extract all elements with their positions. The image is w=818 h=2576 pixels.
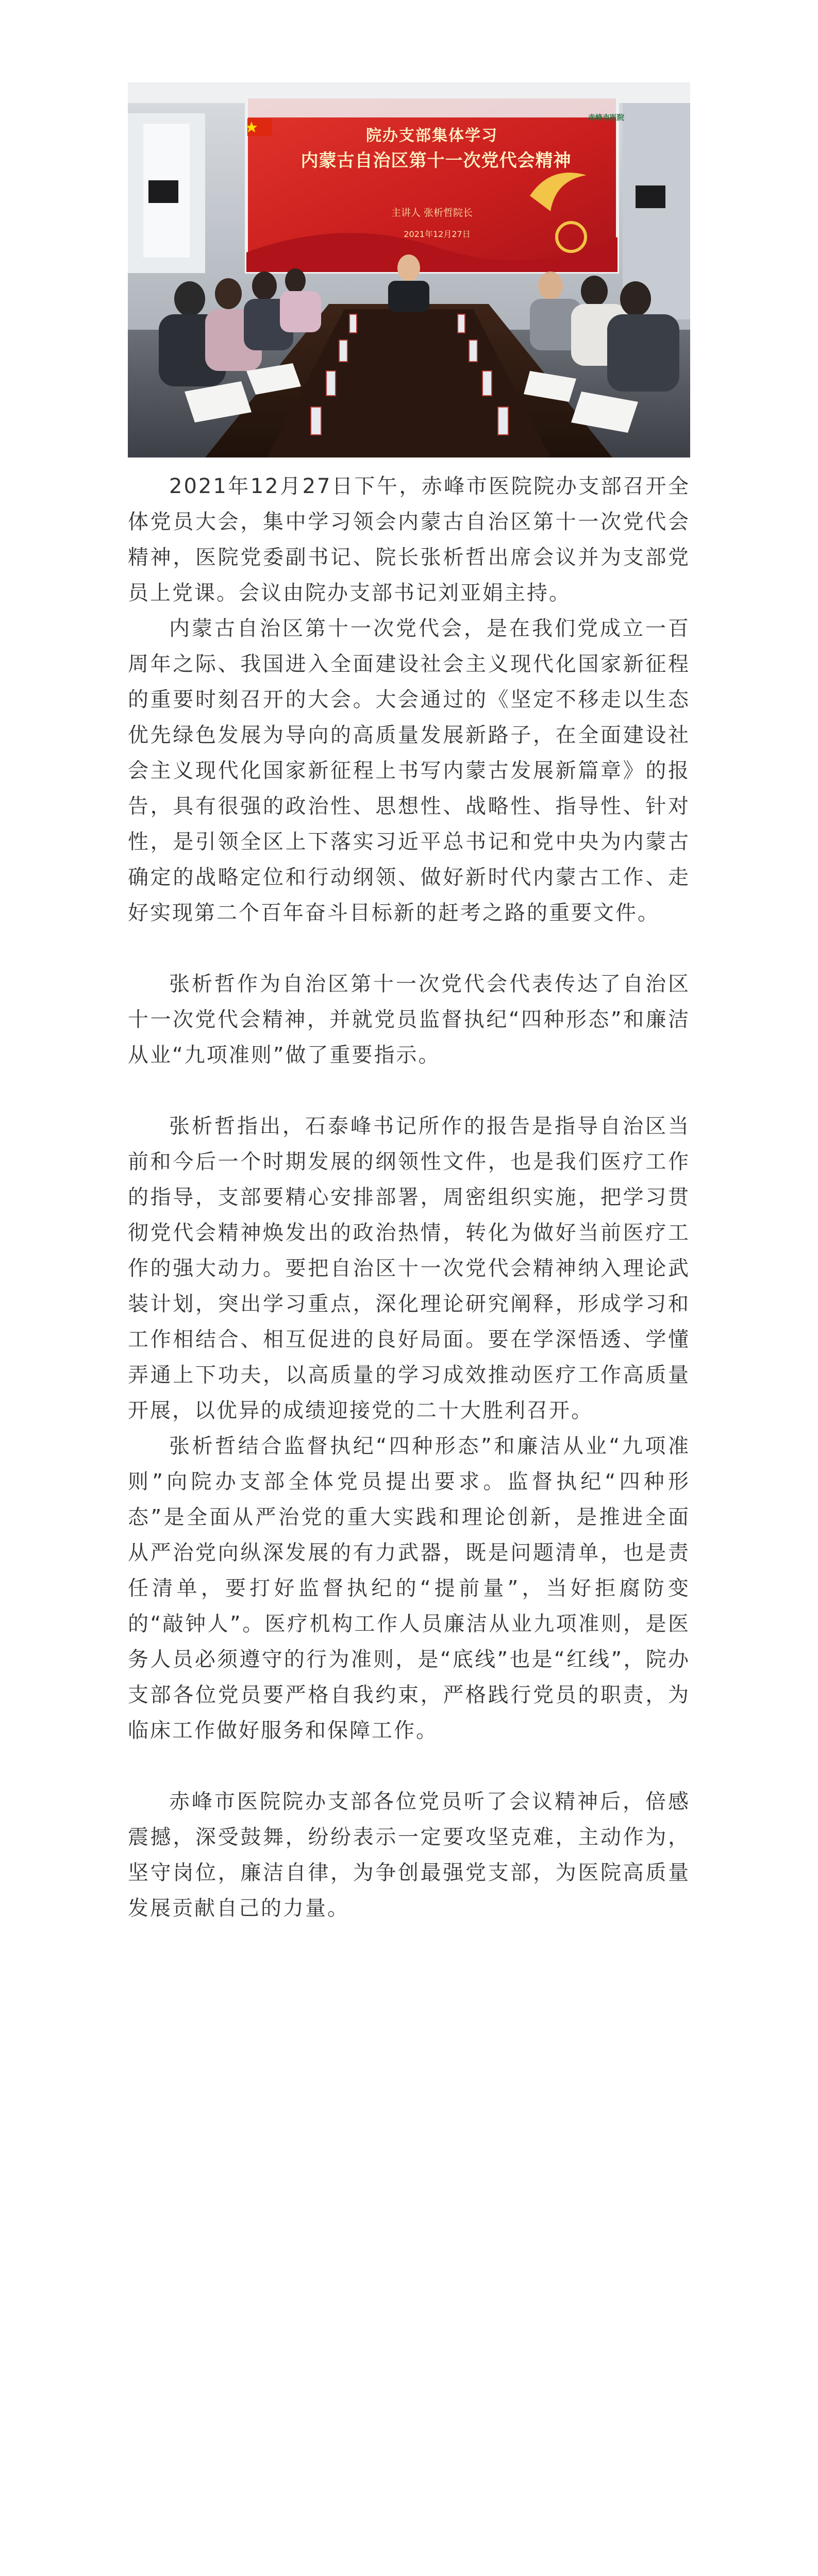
paragraph-member-response: 赤峰市医院院办支部各位党员听了会议精神后，倍感震撼，深受鼓舞，纷纷表示一定要攻坚克难，主动作为，坚守岗位，廉洁自律，为争创最强党支部，为医院高质量发展贡献自己的力量。	[128, 1790, 690, 1920]
banner-logo-text: 赤峰市医院	[588, 114, 624, 122]
article	[128, 82, 690, 1926]
paragraph-meeting-intro: 2021年12月27日下午，赤峰市医院院办支部召开全体党员大会，集中学习领会内蒙古自治区第十一次党代会精神，医院党委副书记、院长张析哲出席会议并为支部党员上党课。会议由院办支部书记刘亚娟主持。	[128, 474, 690, 605]
paragraph-spacer	[128, 931, 690, 967]
banner-title-line1: 院办支部集体学习	[366, 127, 498, 145]
paragraph-congress-significance: 内蒙古自治区第十一次党代会，是在我们党成立一百周年之际、我国进入全面建设社会主义现代化国家新征程的重要时刻召开的大会。大会通过的《坚定不移走以生态优先绿色发展为导向的高质量发展新路子，在全面建设社会主义现代化国家新征程上书写内蒙古发展新篇章》的报告，具有很强的政治性、思想性、战略性、指导性、针对性，是引领全区上下落实习近平总书记和党中央为内蒙古确定的战略定位和行动纲领、做好新时代内蒙古工作、走好实现第二个百年奋斗目标新的赶考之路的重要文件。	[128, 617, 690, 925]
banner-date: 2021年12月27日	[404, 229, 471, 239]
banner-speaker: 主讲人 张析哲院长	[391, 207, 473, 218]
paragraph-report-guidance: 张析哲指出，石泰峰书记所作的报告是指导自治区当前和今后一个时期发展的纲领性文件，也是我们医疗工作的指导，支部要精心安排部署，周密组织实施，把学习贯彻党代会精神焕发出的政治热情，转化为做好当前医疗工作的强大动力。要把自治区十一次党代会精神纳入理论武装计划，突出学习重点，深化理论研究阐释，形成学习和工作相结合、相互促进的良好局面。要在学深悟透、学懂弄通上下功夫，以高质量的学习成效推动医疗工作高质量开展，以优异的成绩迎接党的二十大胜利召开。	[128, 1114, 690, 1422]
meeting-photo	[128, 82, 690, 457]
paragraph-spacer	[128, 1073, 690, 1109]
paragraph-discipline-requirements: 张析哲结合监督执纪“四种形态”和廉洁从业“九项准则”向院办支部全体党员提出要求。监督执纪“四种形态”是全面从严治党的重大实践和理论创新，是推进全面从严治党向纵深发展的有力武器，既是问题清单，也是责任清单，要打好监督执纪的“提前量”，当好拒腐防变的“敲钟人”。医疗机构工作人员廉洁从业九项准则，是医务人员必须遵守的行为准则，是“底线”也是“红线”，院办支部各位党员要严格自我约束，严格践行党员的职责，为临床工作做好服务和保障工作。	[128, 1434, 690, 1742]
banner-title-line2: 内蒙古自治区第十一次党代会精神	[301, 150, 572, 171]
paragraph-spacer	[128, 1749, 690, 1784]
paragraph-delegate-relay: 张析哲作为自治区第十一次党代会代表传达了自治区十一次党代会精神，并就党员监督执纪“四种形态”和廉洁从业“九项准则”做了重要指示。	[128, 972, 690, 1067]
